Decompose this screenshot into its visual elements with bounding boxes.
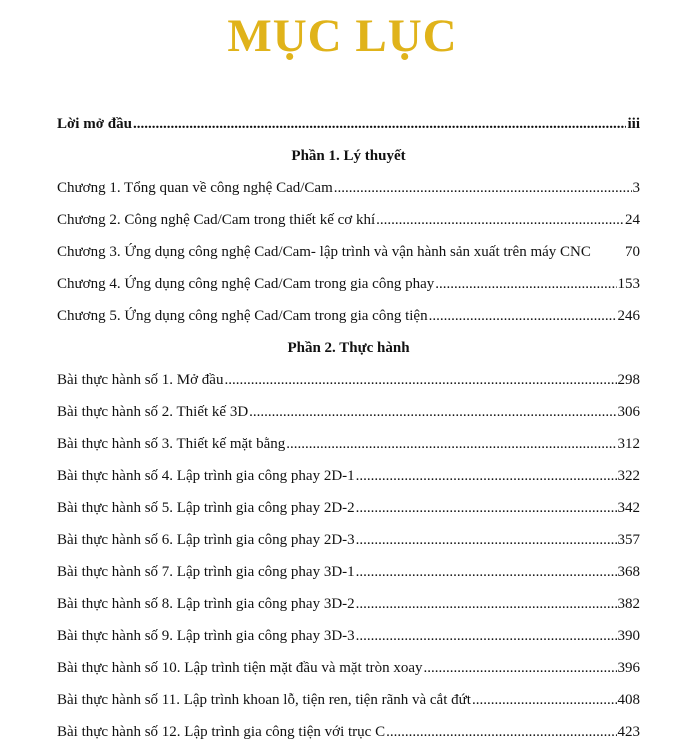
dot-leader xyxy=(356,560,617,584)
toc-entry-page: 246 xyxy=(617,308,640,324)
toc-entry-page: 3 xyxy=(632,180,640,196)
toc-entry-page: 24 xyxy=(625,212,640,228)
toc-entry-label: Bài thực hành số 9. Lập trình gia công phay 3D-3 xyxy=(57,628,355,644)
toc-entry[interactable] xyxy=(57,176,640,208)
toc-entry-page: 298 xyxy=(617,372,640,388)
dot-leader xyxy=(472,688,617,712)
table-of-contents xyxy=(57,112,640,752)
dot-leader xyxy=(356,464,617,488)
dot-leader xyxy=(356,528,617,552)
toc-entry[interactable] xyxy=(57,528,640,560)
toc-entry-page: 153 xyxy=(617,276,640,292)
toc-entry-page: 396 xyxy=(617,660,640,676)
toc-entry-label: Chương 3. Ứng dụng công nghệ Cad/Cam- lập trình và vận hành sản xuất trên máy CNC xyxy=(57,244,591,260)
toc-entry[interactable] xyxy=(57,496,640,528)
toc-entry-page: 368 xyxy=(617,564,640,580)
toc-entry-label: Chương 5. Ứng dụng công nghệ Cad/Cam trong gia công tiện xyxy=(57,308,428,324)
toc-entry[interactable] xyxy=(57,240,640,272)
toc-entry-page: 357 xyxy=(617,532,640,548)
toc-entry[interactable] xyxy=(57,464,640,496)
section-heading-2: Phần 2. Thực hành xyxy=(287,340,410,356)
toc-entry-label: Chương 1. Tổng quan về công nghệ Cad/Cam xyxy=(57,180,333,196)
toc-entry-label: Bài thực hành số 10. Lập trình tiện mặt đầu và mặt tròn xoay xyxy=(57,660,423,676)
toc-entry[interactable] xyxy=(57,624,640,656)
toc-entry-label: Chương 2. Công nghệ Cad/Cam trong thiết kế cơ khí xyxy=(57,212,376,228)
toc-entry-label: Chương 4. Ứng dụng công nghệ Cad/Cam trong gia công phay xyxy=(57,276,435,292)
dot-leader xyxy=(424,656,617,680)
toc-entry-page: 342 xyxy=(617,500,640,516)
toc-entry[interactable] xyxy=(57,592,640,624)
toc-entry-label: Bài thực hành số 7. Lập trình gia công phay 3D-1 xyxy=(57,564,355,580)
toc-entry-label: Bài thực hành số 11. Lập trình khoan lỗ, tiện ren, tiện rãnh và cắt đứt xyxy=(57,692,471,708)
toc-entry[interactable] xyxy=(57,720,640,752)
toc-entry-label: Bài thực hành số 12. Lập trình gia công tiện với trục C xyxy=(57,724,386,740)
toc-entry-label: Bài thực hành số 2. Thiết kế 3D xyxy=(57,404,249,420)
dot-leader xyxy=(286,432,616,456)
dot-leader xyxy=(249,400,616,424)
toc-entry-label: Bài thực hành số 3. Thiết kế mặt bằng xyxy=(57,436,286,452)
toc-entry-label: Bài thực hành số 8. Lập trình gia công phay 3D-2 xyxy=(57,596,355,612)
toc-entry[interactable] xyxy=(57,208,640,240)
toc-entry-page: 390 xyxy=(617,628,640,644)
dot-leader xyxy=(356,592,617,616)
dot-leader xyxy=(429,304,617,328)
toc-entry-label: Bài thực hành số 6. Lập trình gia công phay 2D-3 xyxy=(57,532,355,548)
dot-leader xyxy=(386,720,616,744)
toc-entry[interactable] xyxy=(57,560,640,592)
toc-entry-label: Bài thực hành số 5. Lập trình gia công phay 2D-2 xyxy=(57,500,355,516)
toc-entry[interactable] xyxy=(57,272,640,304)
toc-entry[interactable] xyxy=(57,688,640,720)
toc-entry-page: 382 xyxy=(617,596,640,612)
toc-entry-page: 322 xyxy=(617,468,640,484)
toc-entry-page: 408 xyxy=(617,692,640,708)
toc-entry-page: 70 xyxy=(625,244,640,260)
toc-entry[interactable] xyxy=(57,400,640,432)
document-title: MỤC LỤC xyxy=(227,10,458,62)
toc-entry-page: 306 xyxy=(617,404,640,420)
dot-leader xyxy=(356,496,617,520)
dot-leader xyxy=(334,176,632,200)
dot-leader xyxy=(133,112,627,136)
toc-entry[interactable] xyxy=(57,432,640,464)
toc-entry-page: 423 xyxy=(617,724,640,740)
section-heading-1: Phần 1. Lý thuyết xyxy=(291,148,406,164)
toc-entry[interactable] xyxy=(57,368,640,400)
dot-leader xyxy=(435,272,616,296)
toc-entry-label: Lời mở đầu xyxy=(57,116,132,132)
toc-entry[interactable] xyxy=(57,304,640,336)
toc-entry[interactable] xyxy=(57,656,640,688)
dot-leader xyxy=(376,208,624,232)
dot-leader xyxy=(224,368,616,392)
toc-entry-label: Bài thực hành số 4. Lập trình gia công phay 2D-1 xyxy=(57,468,355,484)
toc-entry-page: 312 xyxy=(617,436,640,452)
toc-entry-page: iii xyxy=(627,116,640,132)
toc-entry-label: Bài thực hành số 1. Mở đầu xyxy=(57,372,224,388)
dot-leader xyxy=(356,624,617,648)
toc-entry-preface[interactable] xyxy=(57,112,640,144)
